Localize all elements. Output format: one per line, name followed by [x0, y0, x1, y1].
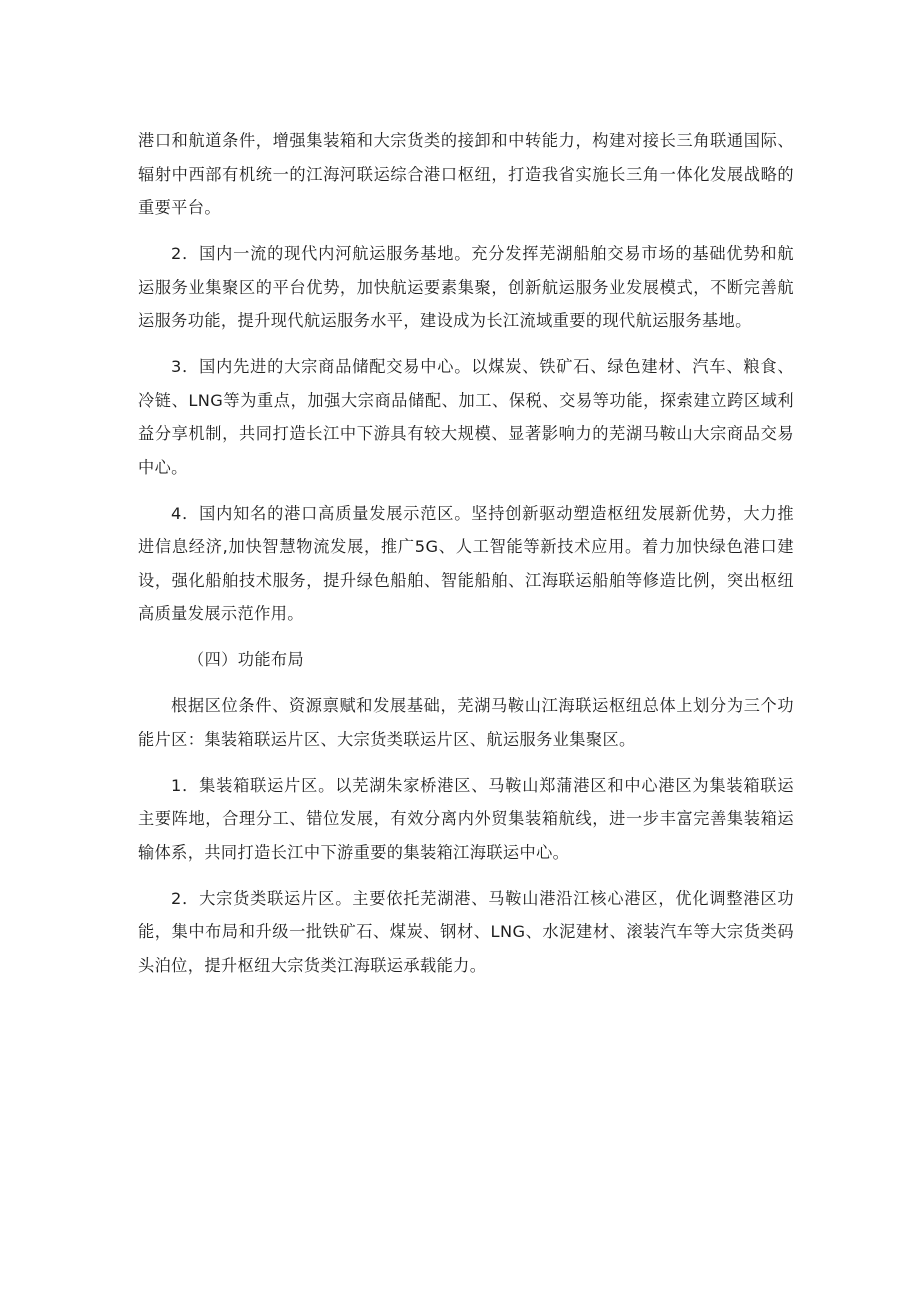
- paragraph-shipping-service-base: 2．国内一流的现代内河航运服务基地。充分发挥芜湖船舶交易市场的基础优势和航运服务业集聚区的平台优势，加快航运要素集聚，创新航运服务业发展模式，不断完善航运服务功能，提升现代航运服务水平，建设成为长江流域重要的现代航运服务基地。: [138, 244, 794, 330]
- paragraph-high-quality-demo-zone: 4．国内知名的港口高质量发展示范区。坚持创新驱动塑造枢纽发展新优势，大力推进信息经济,加快智慧物流发展，推广5G、人工智能等新技术应用。着力加快绿色港口建设，强化船舶技术服务，提升绿色船舶、智能船舶、江海联运船舶等修造比例，突出枢纽高质量发展示范作用。: [138, 503, 794, 623]
- paragraph-port-conditions: 港口和航道条件，增强集装箱和大宗货类的接卸和中转能力，构建对接长三角联通国际、辐射中西部有机统一的江海河联运综合港口枢纽，打造我省实施长三角一体化发展战略的重要平台。: [138, 131, 794, 217]
- paragraph-commodity-trading-center: 3．国内先进的大宗商品储配交易中心。以煤炭、铁矿石、绿色建材、汽车、粮食、冷链、LNG等为重点，加强大宗商品储配、加工、保税、交易等功能，探索建立跨区域利益分享机制，共同打造长江中下游具有较大规模、显著影响力的芜湖马鞍山大宗商品交易中心。: [138, 357, 794, 477]
- document-body: [138, 124, 794, 995]
- paragraph-bulk-cargo-zone: 2．大宗货类联运片区。主要依托芜湖港、马鞍山港沿江核心港区，优化调整港区功能，集中布局和升级一批铁矿石、煤炭、钢材、LNG、水泥建材、滚装汽车等大宗货类码头泊位，提升枢纽大宗货类江海联运承载能力。: [138, 888, 794, 975]
- paragraph-container-zone: 1．集装箱联运片区。以芜湖朱家桥港区、马鞍山郑蒲港区和中心港区为集装箱联运主要阵地，合理分工、错位发展，有效分离内外贸集装箱航线，进一步丰富完善集装箱运输体系，共同打造长江中下游重要的集装箱江海联运中心。: [138, 775, 794, 862]
- section-heading-functional-layout: （四）功能布局: [188, 650, 305, 669]
- paragraph-functional-zones-overview: 根据区位条件、资源禀赋和发展基础，芜湖马鞍山江海联运枢纽总体上划分为三个功能片区：集装箱联运片区、大宗货类联运片区、航运服务业集聚区。: [138, 696, 794, 749]
